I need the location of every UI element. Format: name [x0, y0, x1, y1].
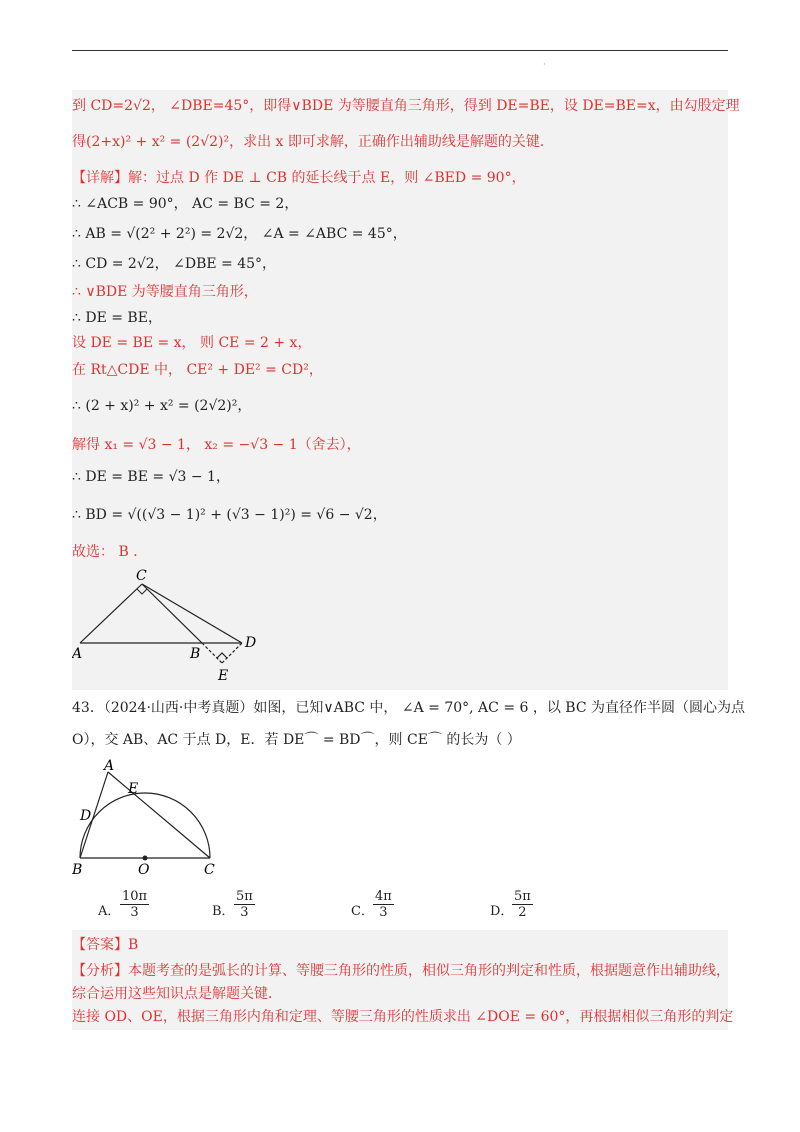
step-line: 在 Rt△CDE 中， CE² + DE² = CD²， — [72, 362, 323, 378]
step-line: ∴ DE = BE， — [72, 310, 162, 326]
option-letter: D． — [490, 904, 514, 919]
label-C: C — [204, 862, 215, 878]
solution-block — [72, 90, 740, 690]
option-letter: B． — [212, 904, 235, 919]
step-line: ∴ CD = 2√2， ∠DBE = 45°， — [72, 256, 277, 272]
step-line: 设 DE = BE = x， 则 CE = 2 + x， — [72, 335, 312, 351]
label-E: E — [218, 668, 229, 684]
label-C: C — [136, 568, 147, 584]
semicircle-figure — [72, 758, 232, 880]
analysis-line: 综合运用这些知识点是解题关键． — [72, 986, 282, 1002]
option-numerator: 10π — [122, 889, 148, 904]
step-line: ∴ AB = √(2² + 2²) = 2√2， ∠A = ∠ABC = 45°， — [72, 226, 407, 242]
option-denominator: 3 — [379, 905, 388, 920]
label-D: D — [80, 808, 92, 824]
label-A: A — [104, 758, 115, 774]
step-line: ∴ (2 + x)² + x² = (2√2)²， — [72, 398, 252, 414]
question-line: O），交 AB、AC 于点 D，E．若 DE⌒ = BD⌒，则 CE⌒ 的长为（ ） — [72, 732, 521, 748]
text-line: 得(2+x)² + x² = (2√2)²，求出 x 即可求解，正确作出辅助线是解题的关键． — [72, 134, 554, 150]
option-letter: A． — [98, 904, 121, 919]
label-O: O — [138, 862, 150, 878]
answer-line: 【答案】B — [72, 937, 139, 953]
step-line: ∴ BD = √((√3 − 1)² + (√3 − 1)²) = √6 − √2， — [72, 507, 387, 523]
step-line: ∴ DE = BE = √3 − 1， — [72, 469, 230, 485]
header-dot: · — [543, 60, 546, 69]
detail-label: 【详解】解：过点 D 作 DE ⊥ CB 的延长线于点 E，则 ∠BED = 90°， — [72, 170, 526, 186]
label-E: E — [128, 781, 139, 797]
option-numerator: 5π — [514, 889, 531, 904]
question-line: 43．（2024·山西·中考真题）如图，已知∨ABC 中， ∠A = 70°, AC = 6 ，以 BC 为直径作半圆（圆心为点 — [72, 700, 746, 716]
label-B: B — [190, 646, 201, 662]
step-line: ∴ ∠ACB = 90°， AC = BC = 2， — [72, 196, 299, 212]
text-line: 到 CD=2√2， ∠DBE=45°，即得∨BDE 为等腰直角三角形，得到 DE=BE，设 DE=BE=x，由勾股定理 — [72, 98, 740, 114]
step-line: 故选： B ． — [72, 544, 148, 560]
label-B: B — [72, 862, 83, 878]
option-numerator: 4π — [375, 889, 392, 904]
answer-block — [72, 930, 734, 1030]
option-denominator: 3 — [240, 905, 249, 920]
option-letter: C． — [351, 904, 374, 919]
step-line: ∴ ∨BDE 为等腰直角三角形， — [72, 284, 258, 300]
analysis-line: 【分析】本题考查的是弧长的计算、等腰三角形的性质，相似三角形的判定和性质，根据题意作出辅助线， — [72, 963, 730, 979]
option-denominator: 2 — [518, 905, 527, 920]
label-D: D — [245, 635, 257, 651]
header-rule — [72, 50, 728, 51]
triangle-figure — [72, 568, 292, 688]
analysis-line: 连接 OD、OE，根据三角形内角和定理、等腰三角形的性质求出 ∠DOE = 60°，再根据相似三角形的判定 — [72, 1009, 734, 1025]
option-denominator: 3 — [130, 905, 139, 920]
label-A: A — [72, 646, 83, 662]
step-line: 解得 x₁ = √3 − 1， x₂ = −√3 − 1（舍去）， — [72, 437, 361, 453]
option-numerator: 5π — [236, 889, 253, 904]
center-point — [143, 856, 148, 861]
